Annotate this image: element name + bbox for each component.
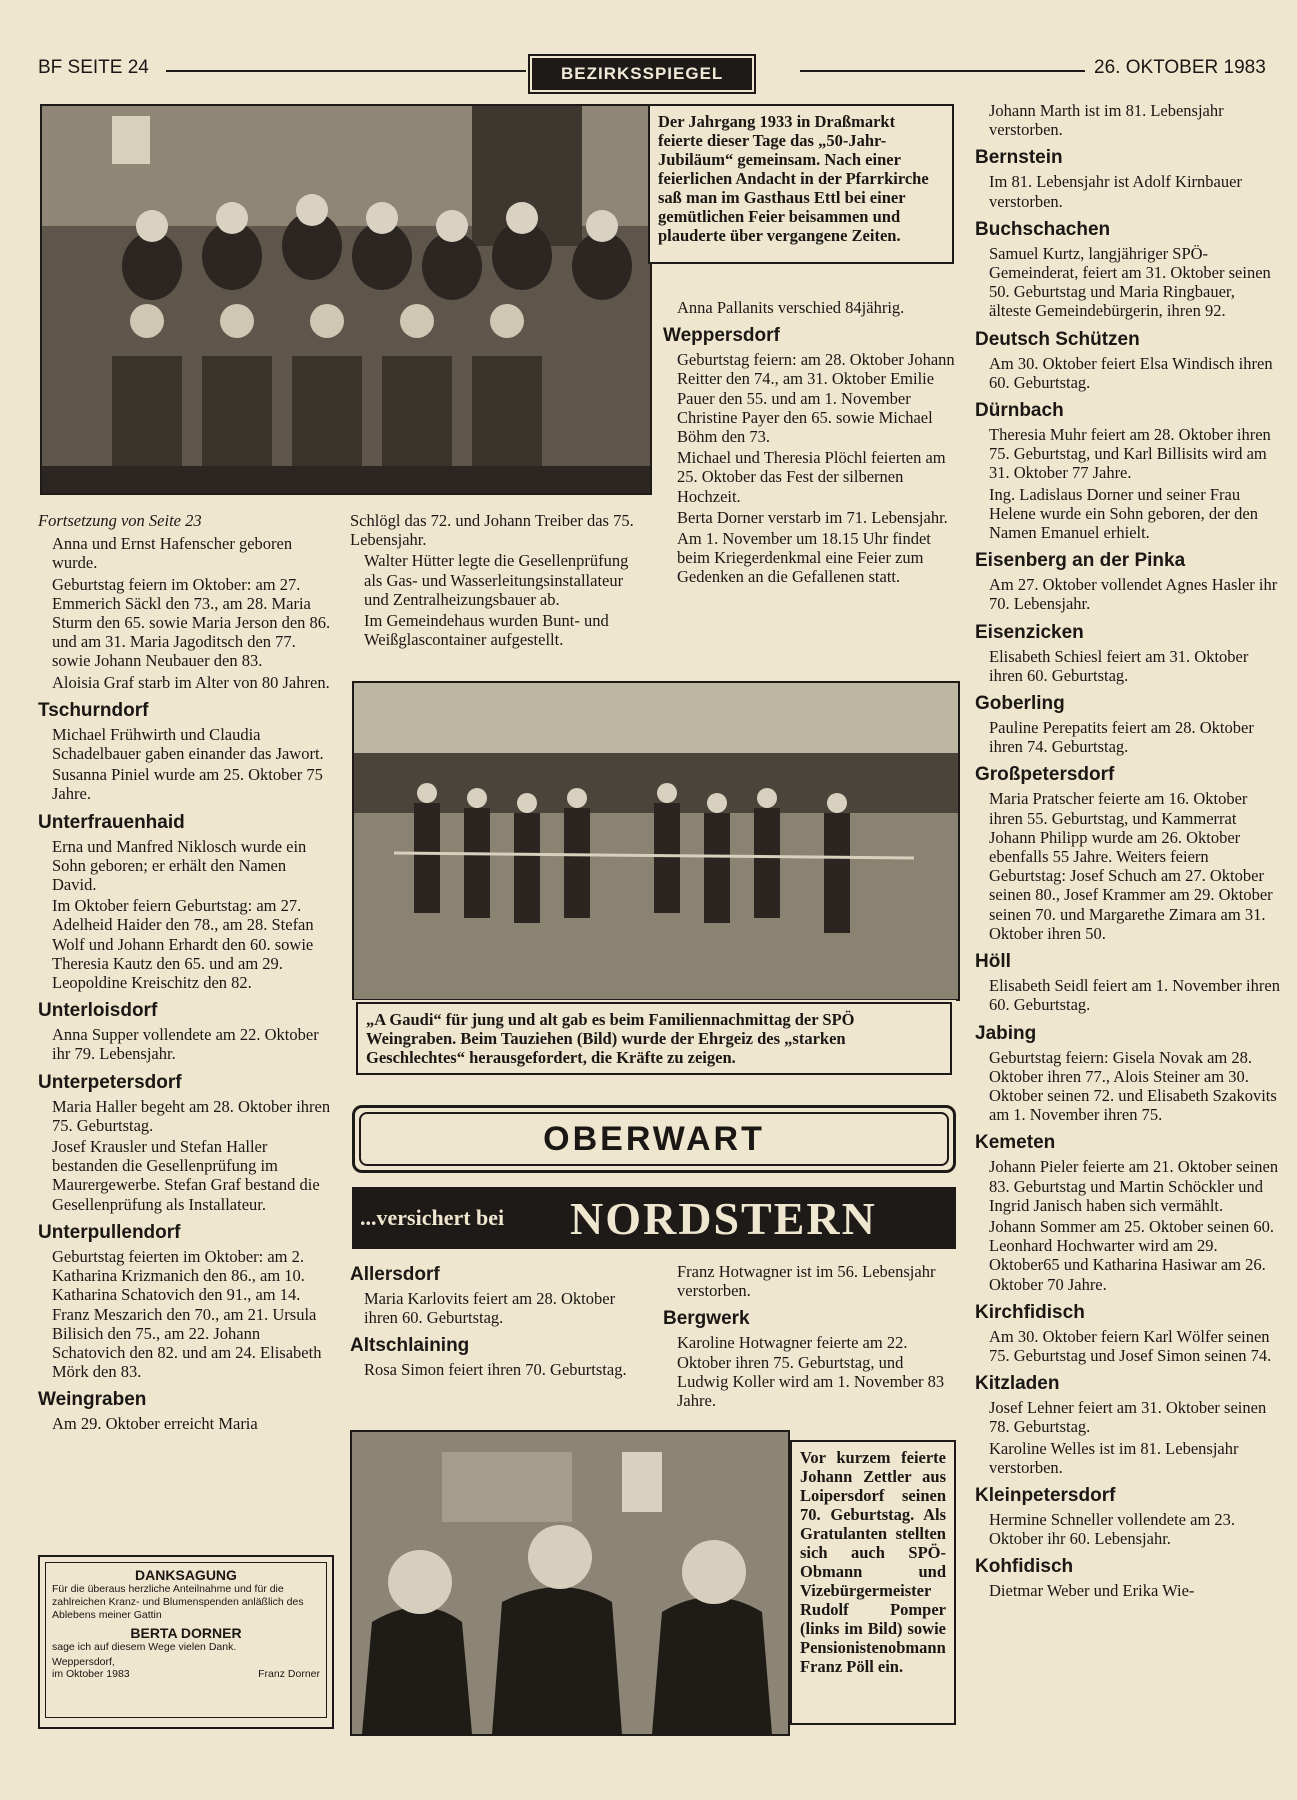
ad-brand: NORDSTERN [570, 1192, 877, 1244]
notice-name: BERTA DORNER [130, 1625, 242, 1641]
paragraph: Im 81. Lebensjahr ist Adolf Kirnbauer verstorben. [989, 172, 1242, 211]
paragraph: Maria Haller begeht am 28. Oktober ihren 75. Geburtstag. [52, 1096, 331, 1135]
heading-kirchfidisch: Kirchfidisch [975, 1301, 1085, 1323]
paragraph: Josef Krausler und Stefan Haller bestanden die Gesellenprüfung im Maurergewerbe. Stefan Graf bestand die Gesellenprüfung als Installateur. [52, 1137, 320, 1214]
notice-place: Weppersdorf, [52, 1656, 115, 1668]
group-photo-illustration [42, 106, 650, 493]
heading-duernbach: Dürnbach [975, 400, 1064, 422]
paragraph: Maria Pratscher feierte am 16. Oktober ihren 55. Geburtstag, und Kammerrat Johann Philipp wurde am 26. Oktober ebenfalls 55 Jahre. Weiters feiern Geburtstag: Josef Schuch am 27. Oktober seinen 80., Josef Krammer am 29. Oktober seinen 70. und Margarethe Zimara am 31. Oktober ihren 50. [989, 789, 1273, 943]
heading-unterpullendorf: Unterpullendorf [38, 1221, 181, 1243]
issue-date: 26. OKTOBER 1983 [1094, 57, 1266, 78]
column-1 [38, 511, 332, 1436]
notice-body: Für die überaus herzliche Anteilnahme und für die zahlreichen Kranz- und Blumenspenden anläßlich des Ablebens meiner Gattin [52, 1583, 304, 1621]
paragraph: Am 29. Oktober erreicht Maria [52, 1414, 258, 1434]
paragraph: Am 1. November um 18.15 Uhr findet beim Kriegerdenkmal eine Feier zum Gedenken an die Gefallenen statt. [677, 529, 931, 587]
header-rule-left [166, 70, 526, 72]
heading-kitzladen: Kitzladen [975, 1373, 1060, 1395]
page-number: BF SEITE 24 [38, 57, 149, 78]
birthday-photo-caption: Vor kurzem feierte Johann Zettler aus Loipersdorf seinen 70. Geburtstag. Als Gratulanten stellten sich auch SPÖ-Obmann und Vizebürgermeister Rudolf Pomper (links im Bild) sowie Pensionistenobmann Franz Pöll ein. [790, 1440, 956, 1725]
heading-tschurndorf: Tschurndorf [38, 699, 149, 721]
paragraph: Anna und Ernst Hafenscher geboren wurde. [52, 534, 293, 573]
column-3 [663, 298, 957, 589]
paragraph: Susanna Piniel wurde am 25. Oktober 75 Jahre. [52, 765, 323, 804]
paragraph: Johann Sommer am 25. Oktober seinen 60. Leonhard Hochwarter wird am 29. Oktober65 und Katharina Hasiwar am 26. Oktober 70 Jahre. [989, 1216, 1275, 1294]
heading-kohfidisch: Kohfidisch [975, 1556, 1074, 1578]
heading-hoell: Höll [975, 951, 1011, 973]
tug-of-war-photo [352, 681, 960, 1001]
column-4 [975, 101, 1281, 1603]
heading-bergwerk: Bergwerk [663, 1308, 750, 1330]
paragraph: Anna Pallanits verschied 84jährig. [677, 298, 905, 317]
heading-eisenzicken: Eisenzicken [975, 621, 1084, 643]
birthday-photo-illustration [352, 1432, 788, 1734]
heading-eisenberg: Eisenberg an der Pinka [975, 550, 1186, 572]
notice-thanks: sage ich auf diesem Wege vielen Dank. [52, 1641, 237, 1653]
column-2 [350, 511, 644, 651]
paragraph: Theresia Muhr feiert am 28. Oktober ihren 75. Geburtstag, und Karl Billisits wird am 31. Oktober 77 Jahre. [989, 425, 1271, 483]
paragraph: Geburtstag feiern: am 28. Oktober Johann Reitter den 74., am 31. Oktober Emilie Pauer den 55. und am 1. November Christine Payer den 65. sowie Michael Böhm den 73. [677, 350, 955, 447]
paragraph: Franz Hotwagner ist im 56. Lebensjahr verstorben. [677, 1262, 936, 1301]
paragraph: Aloisia Graf starb im Alter von 80 Jahren. [52, 672, 330, 692]
tug-of-war-caption [352, 1000, 956, 1080]
paragraph: Elisabeth Seidl feiert am 1. November ihren 60. Geburtstag. [989, 976, 1280, 1015]
notice-title: DANKSAGUNG [135, 1567, 237, 1583]
paragraph: Johann Marth ist im 81. Lebensjahr verstorben. [989, 101, 1224, 140]
paragraph: Karoline Hotwagner feierte am 22. Oktober ihren 75. Geburtstag, und Ludwig Koller wird am 1. November 83 Jahre. [677, 1333, 945, 1411]
heading-unterpetersdorf: Unterpetersdorf [38, 1071, 182, 1093]
heading-unterloisdorf: Unterloisdorf [38, 1000, 158, 1022]
heading-jabing: Jabing [975, 1022, 1037, 1044]
paragraph: Am 27. Oktober vollendet Agnes Hasler ihr 70. Lebensjahr. [989, 575, 1278, 614]
paragraph: Maria Karlovits feiert am 28. Oktober ihren 60. Geburtstag. [364, 1289, 616, 1328]
heading-buchschachen: Buchschachen [975, 218, 1111, 240]
paragraph: Samuel Kurtz, langjähriger SPÖ-Gemeinderat, feiert am 31. Oktober seinen 50. Geburtstag und Maria Ringbauer, älteste Gemeindebürgerin, ihren 92. [989, 243, 1271, 321]
heading-allersdorf: Allersdorf [350, 1264, 440, 1285]
nordstern-ad [352, 1187, 956, 1249]
paragraph: Am 30. Oktober feiern Karl Wölfer seinen 75. Geburtstag und Josef Simon seinen 74. [989, 1326, 1272, 1365]
tug-of-war-illustration [354, 683, 958, 999]
notice-signer: Franz Dorner [258, 1668, 320, 1680]
paragraph: Pauline Perepatits feiert am 28. Oktober ihren 74. Geburtstag. [989, 718, 1254, 757]
paragraph: Erna und Manfred Niklosch wurde ein Sohn geboren; er erhält den Namen David. [52, 836, 307, 895]
paragraph: Ing. Ladislaus Dorner und seiner Frau Helene wurde ein Sohn geboren, der den Namen Emanuel erhielt. [989, 484, 1258, 543]
heading-goberling: Goberling [975, 693, 1065, 715]
oberwart-title: OBERWART [359, 1112, 949, 1166]
ad-tagline: ...versichert bei [360, 1205, 505, 1230]
obituary-notice [38, 1555, 334, 1729]
tug-caption-text: „A Gaudi“ für jung und alt gab es beim Familiennachmittag der SPÖ Weingraben. Beim Tauziehen (Bild) wurde der Ehrgeiz des „starken Geschlechtes“ herausgefordert, die Kräfte zu zeigen. [356, 1002, 952, 1075]
continuation-note: Fortsetzung von Seite 23 [38, 511, 202, 530]
paragraph: Geburtstag feiern: Gisela Novak am 28. Oktober ihren 77., Alois Steiner am 30. Oktober seinen 72. und Elisabeth Szakovits am 1. November ihren 75. [989, 1047, 1277, 1125]
paragraph: Berta Dorner verstarb im 71. Lebensjahr. [677, 507, 948, 527]
mid-left-column [350, 1256, 644, 1382]
paragraph: Hermine Schneller vollendete am 23. Oktober ihr 60. Lebensjahr. [989, 1509, 1236, 1549]
heading-unterfrauenhaid: Unterfrauenhaid [38, 811, 185, 833]
heading-kleinpetersdorf: Kleinpetersdorf [975, 1484, 1116, 1506]
notice-date: im Oktober 1983 [52, 1668, 130, 1680]
heading-grosspetersdorf: Großpetersdorf [975, 764, 1115, 786]
heading-bernstein: Bernstein [975, 147, 1063, 169]
paragraph: Am 30. Oktober feiert Elsa Windisch ihren 60. Geburtstag. [989, 353, 1273, 392]
paragraph: Geburtstag feiern im Oktober: am 27. Emmerich Säckl den 73., am 28. Maria Sturm den 65. sowie Maria Jerson den 86. und am 31. Maria Jagoditsch den 77. sowie Johann Neubauer den 83. [52, 574, 331, 671]
paragraph: Geburtstag feierten im Oktober: am 2. Katharina Krizmanich den 86., am 10. Katharina Schatovich den 91., am 14. Franz Meszarich den 70., am 21. Ursula Bilisich den 75., am 22. Johann Schatovich den 82. und am 24. Elisabeth Mörk den 83. [52, 1246, 322, 1382]
oberwart-banner [352, 1105, 956, 1173]
section-masthead: BEZIRKSSPIEGEL [532, 58, 752, 90]
paragraph: Schlögl das 72. und Johann Treiber das 75. Lebensjahr. [350, 511, 634, 550]
paragraph: Anna Supper vollendete am 22. Oktober ihr 79. Lebensjahr. [52, 1025, 319, 1064]
heading-weingraben: Weingraben [38, 1389, 147, 1411]
group-photo [40, 104, 652, 495]
header-rule-right [800, 70, 1085, 72]
heading-deutsch-schuetzen: Deutsch Schützen [975, 328, 1140, 350]
paragraph: Josef Lehner feiert am 31. Oktober seinen 78. Geburtstag. [989, 1398, 1267, 1437]
heading-altschlaining: Altschlaining [350, 1335, 470, 1357]
heading-weppersdorf: Weppersdorf [663, 325, 780, 347]
paragraph: Michael und Theresia Plöchl feierten am 25. Oktober das Fest der silbernen Hochzeit. [677, 448, 946, 506]
paragraph: Karoline Welles ist im 81. Lebensjahr verstorben. [989, 1438, 1239, 1477]
group-photo-caption: Der Jahrgang 1933 in Draßmarkt feierte dieser Tage das „50-Jahr-Jubiläum“ gemeinsam. Nach einer feierlichen Andacht in der Pfarrkirche saß man im Gasthaus Ettl bei einer gemütlichen Feier beisammen und plauderte über vergangene Zeiten. [648, 104, 954, 264]
paragraph: Elisabeth Schiesl feiert am 31. Oktober ihren 60. Geburtstag. [989, 646, 1249, 685]
paragraph: Walter Hütter legte die Gesellenprüfung als Gas- und Wasserleitungsinstallateur und Zentralheizungsbauer ab. [364, 551, 629, 609]
paragraph: Im Gemeindehaus wurden Bunt- und Weißglascontainer aufgestellt. [364, 611, 609, 650]
paragraph: Johann Pieler feierte am 21. Oktober seinen 83. Geburtstag und Martin Schöckler und Ingrid Janisch haben sich vermählt. [989, 1157, 1279, 1215]
paragraph: Dietmar Weber und Erika Wie- [989, 1581, 1195, 1601]
paragraph: Im Oktober feiern Geburtstag: am 27. Adelheid Haider den 78., am 28. Stefan Wolf und Johann Erhardt den 60. sowie Theresia Kautz den 65. und am 29. Leopoldine Kreischitz den 82. [52, 896, 314, 993]
birthday-photo [350, 1430, 790, 1736]
paragraph: Rosa Simon feiert ihren 70. Geburtstag. [364, 1360, 627, 1380]
mid-right-column [663, 1262, 957, 1412]
heading-kemeten: Kemeten [975, 1132, 1056, 1154]
paragraph: Michael Frühwirth und Claudia Schadelbauer gaben einander das Jawort. [52, 724, 324, 764]
